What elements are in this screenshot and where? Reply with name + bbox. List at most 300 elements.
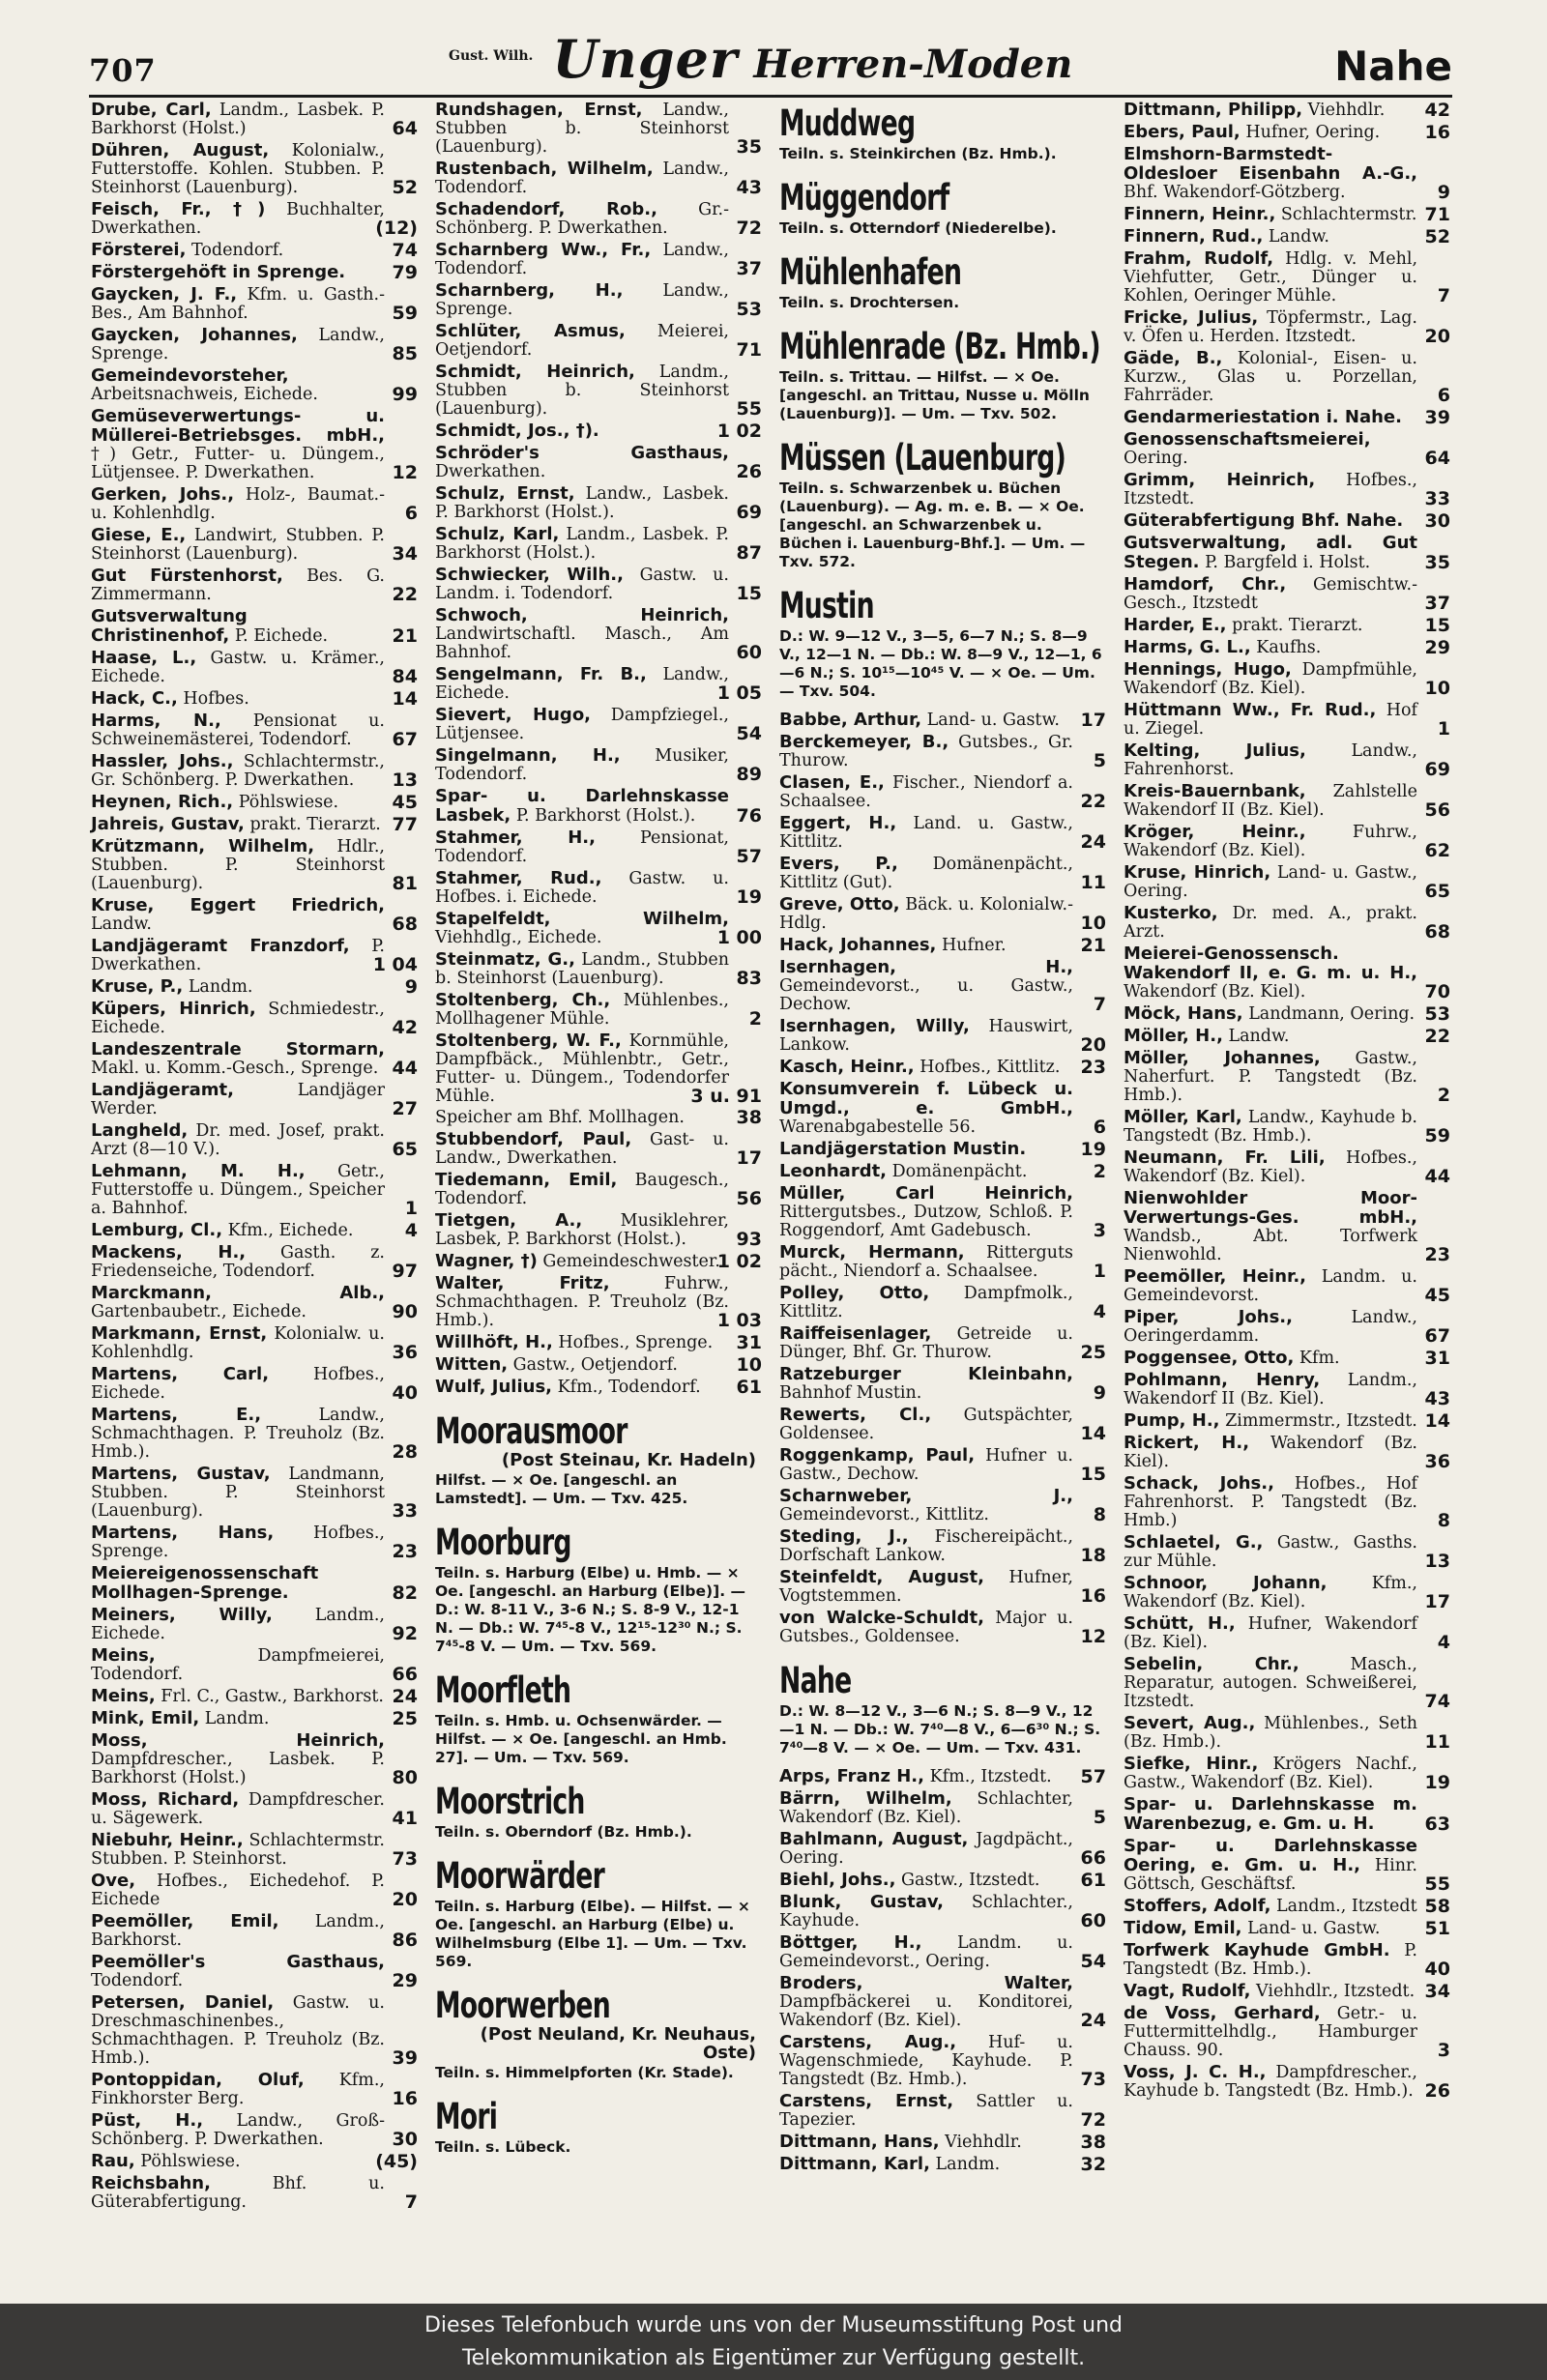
- subscriber-name: Hamdorf, Chr.,: [1124, 574, 1287, 595]
- place-service-note: Teiln. s. Harburg (Elbe) u. Hmb. — × Oe. [angeschl. an Harburg (Elbe)]. — D.: W. 8-11 V., 3-6 N.; S. 8-9 V., 12-1 N. — Db.: W. 7⁴⁵-8 V., 12¹⁵-12³⁰ N.; S. 7⁴⁵-8 V. — Um. — Txv. 569.: [435, 1564, 745, 1655]
- place-subheading: (Post Steinau, Kr. Hadeln): [501, 1450, 756, 1470]
- subscriber-name: Harms, G. L.,: [1124, 637, 1251, 657]
- place-section: [435, 1855, 762, 1971]
- subscriber-details: Schlachtermstr., Gr. Schönberg. P. Dwerkathen.: [91, 752, 385, 790]
- phone-number: 87: [736, 542, 762, 564]
- subscriber-name: Tidow, Emil,: [1124, 1918, 1242, 1938]
- subscriber-name: Mackens, H.,: [91, 1242, 247, 1263]
- subscriber-name: Rickert, H.,: [1124, 1433, 1250, 1453]
- directory-entry: [91, 1731, 418, 1787]
- subscriber-details: Hofbes., Eichedehof. P. Eichede: [91, 1872, 385, 1909]
- subscriber-details: Domänenpächt.: [891, 1162, 1028, 1181]
- directory-entry: [435, 525, 762, 563]
- subscriber-details: Landw., Oeringerdamm.: [1124, 1308, 1417, 1346]
- phone-number: 97: [392, 1261, 418, 1282]
- subscriber-details: Kfm.: [1299, 1349, 1340, 1368]
- phone-number: 38: [736, 1107, 762, 1128]
- subscriber-name: Kruse, Eggert Friedrich,: [91, 895, 385, 915]
- directory-entry: [435, 421, 762, 441]
- subscriber-name: Markmann, Ernst,: [91, 1323, 268, 1344]
- directory-entry: [91, 711, 418, 749]
- subscriber-name: Giese, E.,: [91, 525, 187, 545]
- directory-entry: [779, 711, 1106, 730]
- phone-number: 14: [1424, 1410, 1450, 1432]
- subscriber-details: Gastw., Oetjendorf.: [512, 1355, 678, 1375]
- directory-entry: [779, 936, 1106, 955]
- subscriber-details: Landw.: [91, 914, 152, 934]
- subscriber-details: Major u. Gutsbes., Goldensee.: [779, 1609, 1073, 1646]
- subscriber-details: Fuhrw., Wakendorf (Bz. Kiel).: [1124, 823, 1417, 860]
- subscriber-details: Hauswirt, Lankow.: [779, 1017, 1073, 1055]
- directory-entry: [779, 1162, 1106, 1181]
- phone-number: (12): [375, 218, 418, 239]
- place-section: [779, 102, 1106, 163]
- directory-entry: [435, 566, 762, 603]
- phone-number: 23: [1080, 1057, 1106, 1078]
- directory-entry: [91, 1324, 418, 1362]
- subscriber-details: Dr. med. Josef, prakt. Arzt (8—10 V.).: [91, 1121, 385, 1159]
- subscriber-name: Stoltenberg, W. F.,: [435, 1030, 622, 1051]
- phone-number: 2: [748, 1008, 762, 1030]
- subscriber-details: Gastw. u. Landm. i. Todendorf.: [435, 566, 729, 603]
- directory-entry: [91, 607, 418, 646]
- subscriber-name: Küpers, Hinrich,: [91, 999, 256, 1019]
- subscriber-name: Schröder's Gasthaus,: [435, 443, 729, 463]
- directory-entry: [435, 1130, 762, 1168]
- phone-number: 56: [1424, 799, 1450, 821]
- phone-number: 6: [1093, 1117, 1106, 1138]
- directory-entry: [1124, 904, 1450, 942]
- phone-number: 55: [1424, 1873, 1450, 1895]
- subscriber-details: Land. u. Gastw., Kittlitz.: [779, 814, 1073, 852]
- subscriber-details: Landm. u. Gemeindevorst.: [1124, 1267, 1417, 1305]
- phone-number: 73: [392, 1848, 418, 1870]
- directory-entry: [779, 733, 1106, 770]
- phone-number: 23: [1424, 1244, 1450, 1265]
- subscriber-details: Landw., Sprenge.: [91, 326, 385, 363]
- phone-number: 43: [736, 177, 762, 198]
- subscriber-name: Schack, Johs.,: [1124, 1473, 1274, 1494]
- subscriber-name: Moss, Richard,: [91, 1789, 240, 1810]
- subscriber-details: Bahnhof Mustin.: [779, 1383, 922, 1403]
- footer-line-1: Dieses Telefonbuch wurde uns von der Museumsstiftung Post und: [423, 2313, 1124, 2337]
- subscriber-details: Landw.: [1228, 1027, 1290, 1046]
- subscriber-name: Gendarmeriestation i. Nahe.: [1124, 407, 1402, 427]
- subscriber-name: Güterabfertigung Bhf. Nahe.: [1124, 510, 1404, 531]
- subscriber-name: Steinmatz, G.,: [435, 949, 575, 970]
- place-heading: Müggendorf: [779, 177, 949, 218]
- subscriber-name: Landjägeramt Franzdorf,: [91, 936, 350, 956]
- directory-entry: [91, 1121, 418, 1159]
- phone-number: 65: [392, 1139, 418, 1160]
- subscriber-details: Gutsbes., Gr. Thurow.: [779, 733, 1073, 770]
- place-section: [435, 1522, 762, 1656]
- subscriber-name: Krützmann, Wilhelm,: [91, 836, 315, 856]
- directory-entry: [1124, 1982, 1450, 2001]
- phone-number: 72: [736, 218, 762, 239]
- phone-number: 8: [1093, 1504, 1106, 1525]
- place-section: [435, 1985, 762, 2082]
- directory-entry: [435, 991, 762, 1029]
- subscriber-name: Kusterko,: [1124, 903, 1218, 923]
- directory-entry: [435, 1333, 762, 1352]
- subscriber-details: P. Barkhorst (Holst.).: [515, 806, 696, 826]
- subscriber-name: Gaycken, Johannes,: [91, 325, 298, 345]
- subscriber-details: Land- u. Gastw., Oering.: [1124, 863, 1417, 901]
- subscriber-name: Fricke, Julius,: [1124, 307, 1259, 328]
- directory-entry: [1124, 638, 1450, 657]
- subscriber-details: Masch., Reparatur, autogen. Schweißerei, Itzstedt.: [1124, 1655, 1417, 1711]
- directory-entry: [1124, 1574, 1450, 1611]
- subscriber-name: Stoltenberg, Ch.,: [435, 990, 611, 1010]
- directory-entry: [91, 1162, 418, 1218]
- directory-entry: [779, 958, 1106, 1014]
- subscriber-name: Feisch, Fr., †): [91, 199, 266, 219]
- subscriber-details: Todendorf.: [91, 1971, 184, 1990]
- directory-entry: [1124, 349, 1450, 405]
- subscriber-details: †) Getr., Futter- u. Düngem., Lütjensee. P. Dwerkathen.: [91, 445, 385, 482]
- subscriber-details: Schlachtermstr. Stubben. P. Steinhorst.: [91, 1831, 385, 1869]
- subscriber-name: Tiedemann, Emil,: [435, 1170, 618, 1190]
- phone-number: 33: [1424, 488, 1450, 509]
- directory-entry: [779, 1058, 1106, 1077]
- directory-entry: [1124, 616, 1450, 635]
- directory-entry: [435, 1355, 762, 1375]
- subscriber-name: Raiffeisenlager,: [779, 1323, 932, 1344]
- subscriber-name: Spar- u. Darlehnskasse m. Warenbezug, e. Gm. u. H.: [1124, 1794, 1417, 1834]
- place-heading: Mühlenrade (Bz. Hmb.): [779, 326, 1100, 367]
- directory-entry: [1124, 408, 1450, 427]
- directory-entry: [91, 326, 418, 363]
- subscriber-details: Kolonial-, Eisen- u. Kurzw., Glas u. Porzellan, Fahrräder.: [1124, 349, 1417, 405]
- phone-number: 36: [392, 1342, 418, 1363]
- subscriber-name: Gemüseverwertungs- u. Müllerei-Betriebsges. mbH.,: [91, 406, 385, 446]
- subscriber-name: Sebelin, Chr.,: [1124, 1654, 1299, 1674]
- subscriber-details: Kfm., Itzstedt.: [929, 1767, 1052, 1786]
- phone-number: 2: [1437, 1085, 1450, 1106]
- directory-entry: [779, 1830, 1106, 1868]
- directory-entry: [1124, 741, 1450, 779]
- subscriber-details: Viehhdlr., Itzstedt.: [1256, 1982, 1416, 2001]
- phone-number: 14: [392, 688, 418, 710]
- subscriber-name: Lehmann, M. H.,: [91, 1161, 306, 1181]
- phone-number: 20: [392, 1889, 418, 1910]
- column-3: [777, 101, 1108, 2260]
- directory-entry: [779, 1017, 1106, 1055]
- subscriber-name: Hassler, Johs.,: [91, 751, 234, 771]
- directory-entry: [435, 160, 762, 197]
- directory-entry: [779, 1893, 1106, 1930]
- subscriber-name: Babbe, Arthur,: [779, 710, 922, 730]
- phone-number: 6: [1437, 385, 1450, 406]
- phone-number: 64: [392, 118, 418, 139]
- subscriber-details: Viehhdlr.: [1307, 101, 1386, 120]
- subscriber-details: Landw., Todendorf.: [435, 241, 729, 278]
- subscriber-name: Dittmann, Karl,: [779, 2154, 930, 2174]
- place-subheading: (Post Neuland, Kr. Neuhaus, Oste): [480, 2024, 756, 2063]
- phone-number: 37: [736, 258, 762, 279]
- place-section: [779, 585, 1106, 701]
- subscriber-details: Gemeindevorst., u. Gastw., Dechow.: [779, 976, 1073, 1014]
- subscriber-name: Gemeindevorsteher,: [91, 365, 289, 386]
- subscriber-name: Gaycken, J. F.,: [91, 284, 238, 305]
- place-service-note: Teiln. s. Harburg (Elbe). — Hilfst. — × Oe. [angeschl. an Harburg (Elbe) u. Wilhelmsburg (Elbe 1]. — Um. — Txv. 569.: [435, 1898, 750, 1970]
- subscriber-name: de Voss, Gerhard,: [1124, 2003, 1321, 2023]
- subscriber-details: Landw.: [1268, 227, 1329, 247]
- directory-entry: [435, 746, 762, 784]
- phone-number: 71: [736, 339, 762, 361]
- subscriber-details: Gast- u. Landw., Dwerkathen.: [435, 1130, 729, 1168]
- phone-number: 35: [736, 136, 762, 158]
- subscriber-name: Scharnberg, H.,: [435, 280, 624, 301]
- phone-number: 14: [1080, 1423, 1106, 1444]
- subscriber-name: Eggert, H.,: [779, 813, 897, 833]
- subscriber-name: Möck, Hans,: [1124, 1003, 1243, 1024]
- subscriber-name: Landeszentrale Stormarn,: [91, 1039, 385, 1059]
- subscriber-details: Kaufhs.: [1256, 638, 1322, 657]
- subscriber-details: Landw., Lasbek. P. Barkhorst (Holst.).: [435, 484, 729, 522]
- place-section: [435, 1781, 762, 1842]
- subscriber-details: Warenabgabestelle 56.: [779, 1117, 977, 1137]
- phone-number: 40: [1424, 1959, 1450, 1980]
- subscriber-name: Kruse, P.,: [91, 976, 184, 997]
- phone-number: 51: [1424, 1918, 1450, 1939]
- directory-entry: [91, 1524, 418, 1561]
- phone-number: 61: [736, 1377, 762, 1398]
- phone-number: 81: [392, 873, 418, 894]
- directory-entry: [779, 1568, 1106, 1606]
- subscriber-name: Peemöller's Gasthaus,: [91, 1952, 385, 1972]
- subscriber-name: Schnoor, Johann,: [1124, 1573, 1328, 1593]
- subscriber-name: Gerken, Johs.,: [91, 484, 235, 505]
- directory-entry: [91, 1284, 418, 1321]
- place-section: [779, 1660, 1106, 1757]
- phone-number: 30: [1424, 510, 1450, 532]
- subscriber-details: Dr. med. A., prakt. Arzt.: [1124, 904, 1417, 942]
- phone-number: 19: [1424, 1772, 1450, 1793]
- directory-entry: [1124, 511, 1450, 531]
- directory-entry: [91, 1993, 418, 2068]
- place-service-note: Teiln. s. Drochtersen.: [779, 294, 960, 311]
- subscriber-name: Landjägeramt,: [91, 1080, 234, 1100]
- subscriber-details: Hofbes., Sprenge.: [558, 1333, 714, 1352]
- place-section: [779, 177, 1106, 238]
- subscriber-details: Getreide u. Dünger, Bhf. Gr. Thurow.: [779, 1324, 1073, 1362]
- subscriber-details: Gastw., Naherfurt. P. Tangstedt (Bz. Hmb.).: [1124, 1049, 1417, 1105]
- subscriber-name: Kasch, Heinr.,: [779, 1057, 915, 1077]
- directory-entry: [91, 689, 418, 709]
- directory-entry: [779, 1324, 1106, 1362]
- directory-entry: [1124, 2004, 1450, 2060]
- phone-number: 16: [1424, 122, 1450, 143]
- subscriber-details: Frl. C., Gastw., Barkhorst.: [161, 1687, 384, 1706]
- subscriber-details: Hufner, Vogtstemmen.: [779, 1568, 1073, 1606]
- subscriber-name: Voss, J. C. H.,: [1124, 2062, 1267, 2082]
- subscriber-name: Martens, Carl,: [91, 1364, 270, 1384]
- subscriber-details: Kfm. u. Gasth.-Bes., Am Bahnhof.: [91, 285, 385, 323]
- phone-number: 83: [736, 968, 762, 989]
- directory-entry: [1124, 308, 1450, 346]
- directory-entry: [91, 241, 418, 260]
- subscriber-name: Langheld,: [91, 1120, 189, 1141]
- subscriber-details: Holz-, Baumat.- u. Kohlenhdlg.: [91, 485, 385, 523]
- subscriber-name: Meiereigenossenschaft Mollhagen-Sprenge.: [91, 1563, 319, 1603]
- subscriber-name: Meins,: [91, 1645, 156, 1666]
- directory-entry: [91, 1872, 418, 1909]
- phone-number: 13: [1424, 1551, 1450, 1572]
- directory-entry: [435, 1109, 762, 1127]
- subscriber-name: Peemöller, Emil,: [91, 1911, 279, 1931]
- phone-number: 84: [392, 666, 418, 687]
- subscriber-details: Todendorf.: [191, 241, 284, 260]
- subscriber-name: von Walcke-Schuldt,: [779, 1608, 984, 1628]
- subscriber-details: Dampfmühle, Wakendorf (Bz. Kiel).: [1124, 660, 1417, 698]
- phone-number: 15: [736, 583, 762, 604]
- directory-entry: [91, 1912, 418, 1950]
- phone-number: 9: [404, 976, 418, 998]
- directory-entry: [779, 1284, 1106, 1321]
- directory-entry: [91, 977, 418, 997]
- directory-entry: [1124, 1714, 1450, 1752]
- directory-entry: [779, 1789, 1106, 1827]
- directory-entry: [1124, 1108, 1450, 1146]
- subscriber-details: Zimmermstr., Itzstedt.: [1225, 1411, 1417, 1431]
- directory-entry: [1124, 1655, 1450, 1711]
- phone-number: 99: [392, 384, 418, 405]
- phone-number: 54: [1080, 1951, 1106, 1972]
- phone-number: 34: [1424, 1981, 1450, 2002]
- directory-entry: [1124, 1533, 1450, 1571]
- phone-number: 57: [1080, 1766, 1106, 1787]
- place-heading: Mustin: [779, 585, 874, 626]
- phone-number: 61: [1080, 1870, 1106, 1891]
- directory-entry: [435, 200, 762, 238]
- phone-number: 1 02: [716, 1251, 762, 1272]
- phone-number: 42: [1424, 101, 1450, 121]
- phone-number: 4: [1093, 1301, 1106, 1322]
- subscriber-details: Landmann, Oering.: [1248, 1004, 1416, 1024]
- directory-entry: [91, 1564, 418, 1603]
- subscriber-details: Fuhrw., Schmachthagen. P. Treuholz (Bz. Hmb.).: [435, 1274, 729, 1330]
- phone-number: 15: [1424, 615, 1450, 636]
- phone-number: 40: [392, 1382, 418, 1404]
- phone-number: 36: [1424, 1451, 1450, 1472]
- directory-entry: [1124, 1941, 1450, 1979]
- subscriber-details: Schlachter, Wakendorf (Bz. Kiel).: [779, 1789, 1073, 1827]
- directory-entry: [435, 950, 762, 988]
- phone-number: 17: [1424, 1591, 1450, 1612]
- phone-number: 69: [736, 502, 762, 523]
- subscriber-name: Isernhagen, Willy,: [779, 1016, 970, 1036]
- subscriber-details: Gutspächter, Goldensee.: [779, 1406, 1073, 1443]
- directory-entry: [435, 1378, 762, 1397]
- place-heading: Moorfleth: [435, 1669, 571, 1711]
- subscriber-details: Landw., Fahrenhorst.: [1124, 741, 1417, 779]
- subscriber-name: Rewerts, Cl.,: [779, 1405, 932, 1425]
- subscriber-details: Buchhalter, Dwerkathen.: [91, 200, 385, 238]
- phone-number: 57: [736, 846, 762, 867]
- phone-number: 34: [392, 543, 418, 565]
- subscriber-details: Wakendorf (Bz. Kiel).: [1124, 1434, 1417, 1471]
- subscriber-details: Hufner, Wakendorf (Bz. Kiel).: [1124, 1614, 1417, 1652]
- place-section: [435, 2096, 762, 2157]
- phone-number: 1 00: [716, 927, 762, 948]
- directory-entry: [91, 1406, 418, 1462]
- directory-entry: [1124, 782, 1450, 820]
- subscriber-name: Nienwohlder Moor-Verwertungs-Ges. mbH.,: [1124, 1188, 1417, 1228]
- phone-number: 55: [736, 398, 762, 420]
- subscriber-name: Hack, C.,: [91, 688, 178, 709]
- directory-entry: [779, 1487, 1106, 1524]
- subscriber-details: Domänenpächt., Kittlitz (Gut).: [779, 855, 1073, 892]
- phone-number: 1 02: [716, 421, 762, 442]
- place-heading: Moorburg: [435, 1522, 571, 1563]
- subscriber-name: Severt, Aug.,: [1124, 1713, 1256, 1733]
- phone-number: 3: [1437, 2040, 1450, 2061]
- column-2: [433, 101, 764, 2260]
- phone-number: 3 u. 91: [690, 1086, 762, 1107]
- subscriber-name: Kreis-Bauernbank,: [1124, 781, 1306, 801]
- place-service-note: D.: W. 8—12 V., 3—6 N.; S. 8—9 V., 12—1 N. — Db.: W. 7⁴⁰—8 V., 6—6³⁰ N.; S. 7⁴⁰—8 V. — × Oe. — Um. — Txv. 431.: [779, 1702, 1101, 1756]
- place-section: [435, 1410, 762, 1508]
- phone-number: 64: [1424, 448, 1450, 469]
- directory-entry: [91, 793, 418, 812]
- place-section: [779, 326, 1106, 423]
- subscriber-name: Heynen, Rich.,: [91, 792, 234, 812]
- subscriber-details: Gasth. z. Friedenseiche, Todendorf.: [91, 1243, 385, 1281]
- subscriber-name: Peemöller, Heinr.,: [1124, 1266, 1307, 1287]
- subscriber-details: Landm., Eichede.: [91, 1606, 385, 1643]
- subscriber-details: Landw., Groß-Schönberg. P. Dwerkathen.: [91, 2111, 385, 2149]
- directory-entry: [91, 566, 418, 604]
- subscriber-name: Bärrn, Wilhelm,: [779, 1788, 952, 1809]
- subscriber-details: Hofbes., Sprenge.: [91, 1524, 385, 1561]
- subscriber-details: Mühlenbes., Mollhagener Mühle.: [435, 991, 729, 1029]
- subscriber-details: P. Bargfeld i. Holst.: [1205, 553, 1371, 572]
- subscriber-name: Wulf, Julius,: [435, 1377, 553, 1397]
- phone-number: 16: [392, 2088, 418, 2109]
- directory-entry: [91, 485, 418, 523]
- subscriber-details: Bhf. Wakendorf-Götzberg.: [1124, 183, 1346, 202]
- phone-number: 43: [1424, 1388, 1450, 1409]
- phone-number: 7: [1093, 994, 1106, 1015]
- subscriber-details: Landm. u. Gemeindevorst., Oering.: [779, 1933, 1073, 1971]
- phone-number: 59: [392, 303, 418, 324]
- directory-entry: [91, 1040, 418, 1078]
- phone-number: 1: [404, 1198, 418, 1219]
- phone-number: 1: [1093, 1261, 1106, 1282]
- directory-entry: [91, 285, 418, 323]
- phone-number: 15: [1080, 1464, 1106, 1485]
- phone-number: 70: [1424, 981, 1450, 1002]
- subscriber-name: Willhöft, H.,: [435, 1332, 553, 1352]
- subscriber-name: Clasen, E.,: [779, 772, 885, 793]
- subscriber-details: Hufner.: [941, 936, 1007, 955]
- place-service-note: Teiln. s. Schwarzenbek u. Büchen (Lauenburg). — Ag. m. e. B. — × Oe. [angeschl. an Schwarzenbek u. Büchen i. Lauenburg-Bhf.]. — Um. — Txv. 572.: [779, 479, 1086, 570]
- subscriber-details: Landwirt, Stubben. P. Steinhorst (Lauenburg).: [91, 526, 385, 564]
- subscriber-details: Musiker, Todendorf.: [435, 746, 729, 784]
- subscriber-name: Stubbendorf, Paul,: [435, 1129, 632, 1149]
- subscriber-details: Landw., Schmachthagen. P. Treuholz (Bz. Hmb.).: [91, 1406, 385, 1462]
- directory-entry: [91, 200, 418, 238]
- subscriber-details: Mühlenbes., Seth (Bz. Hmb.).: [1124, 1714, 1417, 1752]
- subscriber-name: Sengelmann, Fr. B.,: [435, 664, 647, 684]
- place-service-note: D.: W. 9—12 V., 3—5, 6—7 N.; S. 8—9 V., 12—1 N. — Db.: W. 8—9 V., 12—1, 6—6 N.; S. 10¹⁵—10⁴⁵ V. — × Oe. — Um. — Txv. 504.: [779, 627, 1102, 700]
- subscriber-details: Landm., Wakendorf II (Bz. Kiel).: [1124, 1371, 1417, 1408]
- subscriber-details: Landm., Lasbek. P. Barkhorst (Holst.).: [435, 525, 729, 563]
- phone-number: 56: [736, 1188, 762, 1209]
- subscriber-details: Dampfdrescher., Kayhude b. Tangstedt (Bz. Hmb.).: [1124, 2063, 1417, 2101]
